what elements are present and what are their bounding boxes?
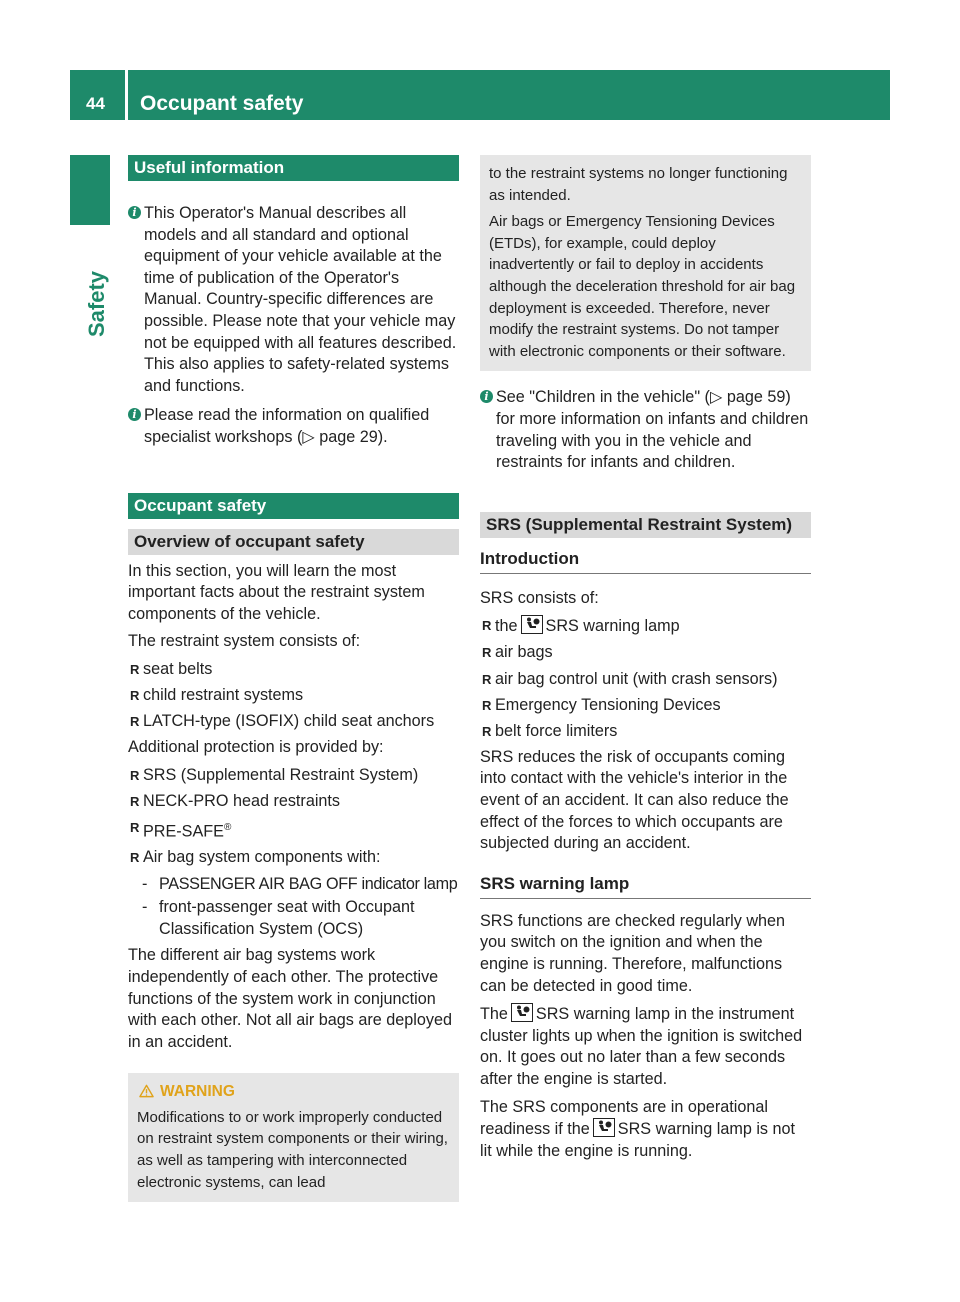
list-item: R air bag control unit (with crash sensors) [482,669,778,688]
list-item: R belt force limiters [482,721,618,740]
info-note [128,405,459,448]
list-item: R LATCH-type (ISOFIX) child seat anchors [130,712,435,731]
paragraph: Additional protection is provided by: [128,738,384,757]
warning-header [137,1081,450,1103]
section-tab [84,245,124,345]
list-item: R Emergency Tensioning Devices [482,695,721,714]
srs-airbag-icon [511,1003,533,1022]
paragraph: SRS consists of: [480,588,599,607]
list-item: R PRE-SAFE® [130,819,232,841]
info-note [128,203,459,397]
left-column [128,155,459,1202]
list-item: R child restraint systems [130,686,304,704]
info-note [480,387,811,473]
list-item: R Air bag system components with: [130,848,381,867]
list-item: R NECK-PRO head restraints [130,791,341,810]
sub-list-item: - front-passenger seat with Occupant Classification System (OCS) [142,898,415,938]
section-tab-label: Safety [84,270,109,337]
srs-heading: SRS (Supplemental Restraint System) [480,512,811,538]
info-icon: i [128,408,141,421]
sub-list-item: - PASSENGER AIR BAG OFF indicator lamp [142,874,458,893]
list-item: R the SRS warning lamp [482,617,680,636]
warning-text: to the restraint systems no longer functioning as intended. [489,165,788,204]
page-title: Occupant safety [140,92,304,115]
srs-airbag-icon [521,615,543,634]
paragraph: The SRS warning lamp in the instrument cluster lights up when the ignition is switched on. It goes out no later than a few seconds after the engine is started. [480,1005,803,1088]
info-icon: i [128,206,141,219]
info-text: Please read the information on qualified specialist workshops (▷ page 29). [144,406,430,446]
warning-triangle-icon [139,1084,154,1098]
page-number: 44 [86,94,105,113]
warning-box-continued [480,155,811,371]
warning-box [128,1073,459,1202]
registered-mark: ® [223,821,232,833]
warning-text: Modifications to or work improperly conducted on restraint system components or their wiring, as well as tampering with interconnected electronic systems, can lead [137,1108,448,1191]
info-text: See "Children in the vehicle" (▷ page 59) for more information on infants and children traveling with you in the vehicle and restraints for infants and children. [496,388,809,472]
right-column [480,155,811,1168]
section-tab-marker [70,155,110,225]
warning-text: Air bags or Emergency Tensioning Devices (ETDs), for example, could deploy inadvertently or fail to deploy in accidents although the deceleration threshold for air bag deployment is exceeded. Therefore, never modify the restraint systems. Do not tamper with electronic components or their software. [489,213,796,360]
list-item: R air bags [482,643,553,662]
header-divider [125,70,128,120]
srs-airbag-icon [593,1118,615,1137]
useful-information-heading: Useful information [128,155,459,181]
paragraph: The SRS components are in operational readiness if the SRS warning lamp is not lit while the engine is running. [480,1097,796,1160]
list-item: R seat belts [130,659,213,678]
info-icon: i [480,390,493,403]
info-text: This Operator's Manual describes all models and all standard and optional equipment of your vehicle available at the time of publication of the Operator's Manual. Country-specific differences are possible. Please note that your vehicle may not be equipped with all features described. This also applies to safety-related systems and functions. [144,204,457,395]
paragraph: In this section, you will learn the most important facts about the restraint system components of the vehicle. [128,561,425,623]
paragraph: The restraint system consists of: [128,632,361,651]
warning-title: WARNING [160,1083,235,1101]
srs-warning-lamp-heading: SRS warning lamp [480,873,811,899]
introduction-heading: Introduction [480,548,811,574]
paragraph: SRS reduces the risk of occupants coming into contact with the vehicle's interior in the event of an accident. It can also reduce the effect of the forces to which occupants are subjected during an accident. [480,747,789,853]
paragraph: SRS functions are checked regularly when you switch on the ignition and when the engine is running. Therefore, malfunctions can be detected in good time. [480,911,786,995]
occupant-safety-heading: Occupant safety [128,493,459,519]
overview-heading: Overview of occupant safety [128,529,459,555]
list-item: R SRS (Supplemental Restraint System) [130,765,419,784]
paragraph: The different air bag systems work independently of each other. The protective functions of the system work in conjunction with each other. Not all air bags are deployed in an accident. [128,946,452,1051]
